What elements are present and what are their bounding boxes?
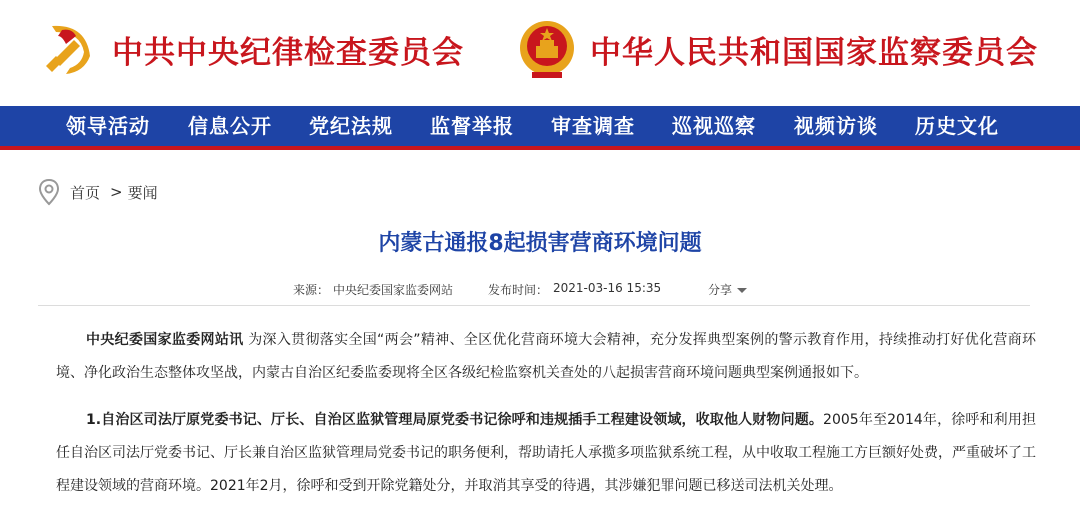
breadcrumb-news[interactable]: 要闻 <box>127 183 158 202</box>
case-1-lead: 1.自治区司法厅原党委书记、厅长、自治区监狱管理局原党委书记徐呼和违规插手工程建设领域，收取他人财物问题。 <box>86 412 824 428</box>
nav-item-video[interactable]: 视频访谈 <box>794 114 878 138</box>
breadcrumb-separator: > <box>110 183 123 201</box>
ccdi-brand[interactable] <box>40 16 464 82</box>
party-emblem-icon <box>40 16 98 82</box>
ccdi-title: 中共中央纪律检查委员会 <box>112 34 464 71</box>
nav-item-inspection[interactable]: 巡视巡察 <box>672 114 756 138</box>
source-label: 来源： <box>293 283 330 297</box>
site-header <box>0 0 1080 106</box>
nsc-brand[interactable] <box>518 16 1038 82</box>
nav-item-investigation[interactable]: 审查调查 <box>551 114 635 138</box>
breadcrumb-home[interactable]: 首页 <box>70 183 101 202</box>
source-value: 中央纪委国家监委网站 <box>333 283 454 297</box>
publish-time: 2021-03-16 15:35 <box>553 281 662 295</box>
nav-item-regulations[interactable]: 党纪法规 <box>309 114 393 138</box>
main-nav <box>0 106 1080 150</box>
intro-text: 为深入贯彻落实全国“两会”精神、全区优化营商环境大会精神，充分发挥典型案例的警示教育作用，持续推动打好优化营商环境、净化政治生态整体攻坚战，内蒙古自治区纪委监委现将全区各级纪检监察机关查处的八起损害营商环境问题典型案例通报如下。 <box>56 332 1037 381</box>
paragraph-intro <box>56 324 1036 390</box>
nav-item-report[interactable]: 监督举报 <box>430 114 514 138</box>
intro-lead: 中央纪委国家监委网站讯 <box>86 332 244 348</box>
national-emblem-icon <box>518 16 576 82</box>
case-1-text: 2005年至2014年，徐呼和利用担任自治区司法厅党委书记、厅长兼自治区监狱管理局党委书记的职务便利，帮助请托人承揽多项监狱系统工程，从中收取工程施工方巨额好处费，严重破坏了工程建设领域的营商环境。2021年2月，徐呼和受到开除党籍处分，并取消其享受的待遇，其涉嫌犯罪问题已移送司法机关处理。 <box>56 412 1036 494</box>
breadcrumb <box>38 178 158 206</box>
nsc-title: 中华人民共和国国家监察委员会 <box>590 34 1038 71</box>
chevron-down-icon <box>737 288 747 293</box>
nav-item-history[interactable]: 历史文化 <box>915 114 999 138</box>
article-body <box>56 324 1036 517</box>
article-meta <box>0 281 1080 299</box>
nav-item-disclosure[interactable]: 信息公开 <box>188 114 272 138</box>
paragraph-case-1 <box>56 404 1036 503</box>
nav-item-leadership[interactable]: 领导活动 <box>66 114 150 138</box>
article-title: 内蒙古通报8起损害营商环境问题 <box>378 231 702 256</box>
share-label: 分享 <box>708 283 733 297</box>
meta-divider <box>38 305 1030 306</box>
time-label: 发布时间： <box>488 283 549 297</box>
share-button[interactable] <box>708 281 747 298</box>
location-pin-icon <box>38 178 60 206</box>
